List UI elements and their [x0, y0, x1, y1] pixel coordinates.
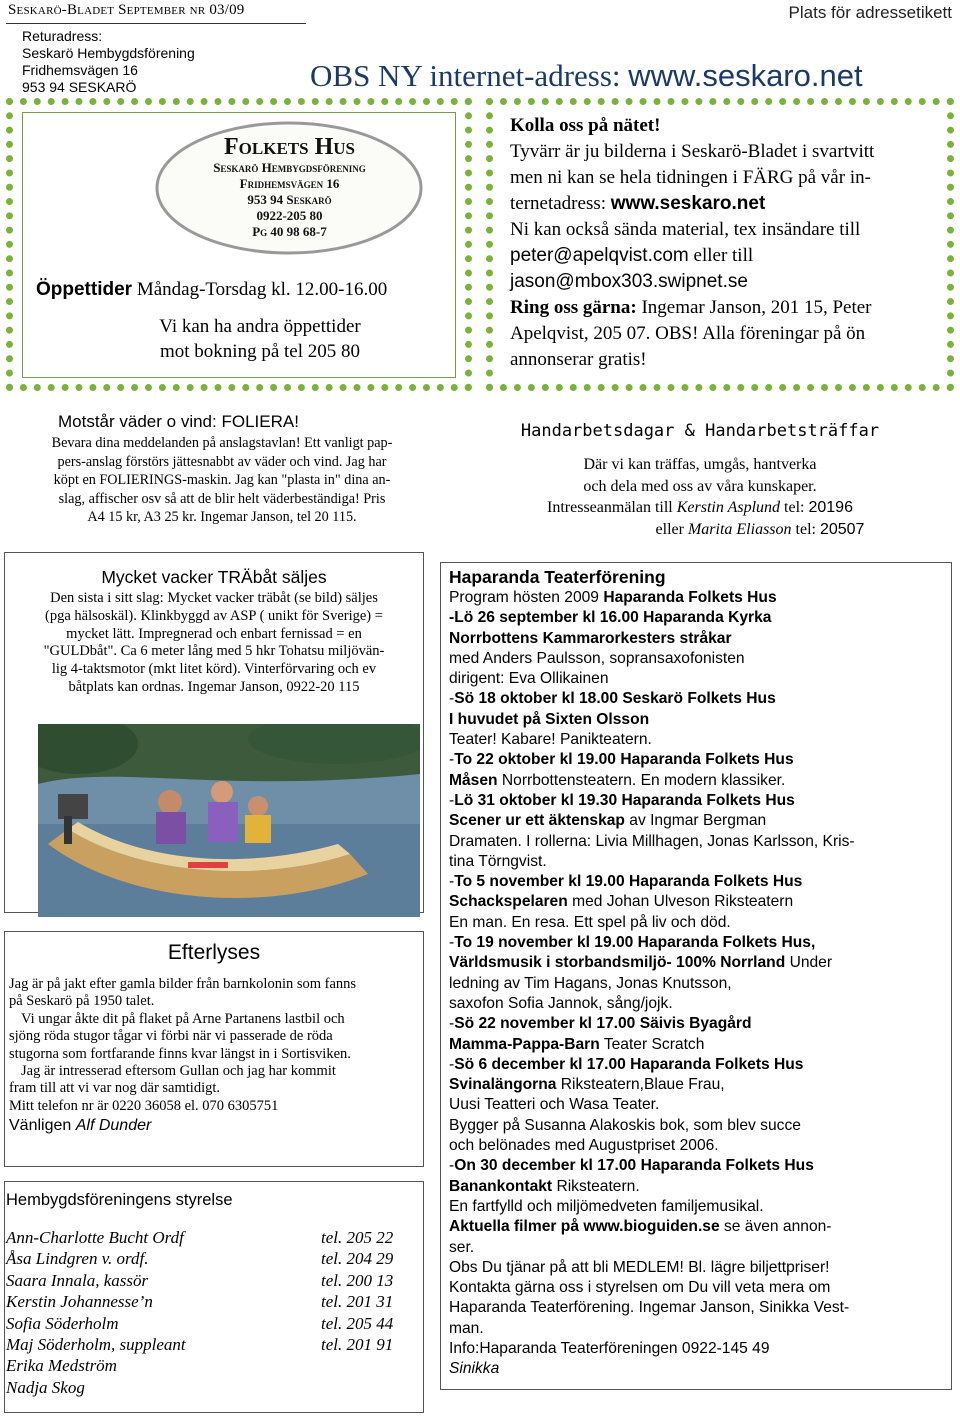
opening-hours: Öppettider Måndag-Torsdag kl. 12.00-16.00 [36, 279, 388, 300]
theatre-line: tina Törngvist. [449, 852, 547, 870]
theatre-line: Dramaten. I rollerna: Livia Millhagen, Jonas Karlsson, Kris- [449, 832, 855, 850]
theatre-line: -To 22 oktober kl 19.00 Haparanda Folkets Hus [449, 751, 794, 769]
theatre-line: Sinikka [449, 1360, 500, 1378]
board-member-row [6, 1291, 416, 1312]
board-member-name: Saara Innala, kassör [6, 1270, 149, 1290]
board-member-name: Kerstin Johannesse’n [6, 1292, 153, 1312]
board-member-row [6, 1227, 416, 1248]
theatre-line: och belönades med Augustpriset 2006. [449, 1137, 719, 1155]
theatre-line: -Lö 26 september kl 16.00 Haparanda Kyrka [449, 609, 772, 627]
board-title: Hembygdsföreningens styrelse [6, 1191, 233, 1209]
address-label-placeholder: Plats för adressetikett [788, 3, 952, 22]
masthead-title: Seskarö-Bladet September nr 03/09 [8, 2, 245, 18]
theatre-line: Världsmusik i storbandsmiljö- 100% Norrland Under [449, 954, 833, 972]
theatre-line: Info:Haparanda Teaterföreningen 0922-145 49 [449, 1339, 770, 1357]
new-internet-address-notice: OBS NY internet-adress: www.seskaro.net [310, 58, 863, 93]
board-member-name: Sofia Söderholm [6, 1313, 119, 1333]
foliera-text: Bevara dina meddelanden på anslagstavlan! Ett vanligt pap- pers-anslag förstörs jättesnabbt av väder och vind. Jag har köpt en FOLIERINGS-maskin. Jag kan "plasta in" dina an- slag, affischer osv så att de blir helt väderbeständiga! Pris A4 15 kr, A3 25 kr. Ingemar Janson, tel 20 115. [51, 435, 393, 526]
board-member-name: Åsa Lindgren v. ordf. [6, 1249, 149, 1269]
return-address: Returadress: Seskarö Hembygdsförening Fridhemsvägen 16 953 94 SESKARÖ [22, 28, 195, 95]
theatre-line: Måsen Norrbottensteatern. En modern klassiker. [449, 771, 786, 789]
theatre-line: -On 30 december kl 17.00 Haparanda Folkets Hus [449, 1157, 814, 1175]
theatre-title: Haparanda Teaterförening [449, 567, 666, 587]
board-members [6, 1227, 416, 1398]
theatre-line: -To 5 november kl 19.00 Haparanda Folkets Hus [449, 873, 803, 891]
theatre-line: -Sö 6 december kl 17.00 Haparanda Folkets Hus [449, 1055, 804, 1073]
handarbete-text: Där vi kan träffas, umgås, hantverka och dela med oss av våra kunskaper. Intresseanmälan till Kerstin Asplund tel: 20196 eller Marita Eliasson tel: 20507 [547, 456, 865, 538]
theatre-line: I huvudet på Sixten Olsson [449, 710, 650, 728]
theatre-line: -Sö 18 oktober kl 18.00 Seskarö Folkets Hus [449, 690, 776, 708]
theatre-line: Mamma-Pappa-Barn Teater Scratch [449, 1035, 705, 1053]
theatre-line: -To 19 november kl 19.00 Haparanda Folkets Hus, [449, 934, 816, 952]
boat-photo [38, 724, 420, 917]
handarbete-title: Handarbetsdagar & Handarbetsträffar [520, 421, 880, 441]
board-member-phone: tel. 200 13 [321, 1270, 394, 1290]
board-member-row [6, 1313, 416, 1334]
board-member-phone: tel. 205 44 [321, 1313, 394, 1333]
board-member-phone: tel. 201 31 [321, 1292, 394, 1312]
boat-ad-text: Den sista i sitt slag: Mycket vacker träbåt (se bild) säljes (pga hälsoskäl). Klinkbyggd av ASP ( unikt för Sverige) = mycket lätt. Impregnerad och enbart fernissad = en "GULDbåt". Ca 6 meter lång med 5 hkr Tohatsu miljövän- lig 4-taktsmotor (mkt litet körd). Vinterförvaring och ev båtplats kan ordnas. Ingemar Janson, 0922-20 115 [43, 590, 385, 695]
theatre-line: Program hösten 2009 Haparanda Folkets Hus [449, 589, 777, 606]
email-peter[interactable]: peter@apelqvist.com [510, 245, 689, 266]
theatre-line: Obs Du tjänar på att bli MEDLEM! Bl. lägre biljettpriser! [449, 1258, 830, 1276]
theatre-line: Aktuella filmer på www.bioguiden.se se även annon- [449, 1218, 832, 1236]
booking-note: Vi kan ha andra öppettider mot bokning på tel 205 80 [159, 316, 361, 362]
board-member-row [6, 1270, 416, 1291]
theatre-line: Schackspelaren med Johan Ulveson Riksteatern [449, 893, 794, 911]
theatre-line: -Sö 22 november kl 17.00 Säivis Byagård [449, 1015, 752, 1033]
theatre-line: Kontakta gärna oss i styrelsen om Du vill veta mera om [449, 1279, 831, 1297]
theatre-line: man. [449, 1319, 484, 1337]
boat-ad-title: Mycket vacker TRÄbåt säljes [101, 567, 327, 587]
folkets-hus-sign-logo: Folkets Hus Seskarö Hembygdsförening Fridhemsvägen 16 953 94 Seskarö 0922-205 80 Pg 40 98 68-7 [152, 118, 427, 258]
wanted-title: Efterlyses [167, 941, 261, 964]
website-link-2[interactable]: www.seskaro.net [610, 193, 766, 214]
online-info: Kolla oss på nätet! Tyvärr är ju bilderna i Seskarö-Bladet i svartvitt men ni kan se hela tidningen i FÄRG på vår in- ternetadress: www.seskaro.net Ni kan också sända material, tex insändare till peter@apelqvist.com eller till jason@mbox303.swipnet.se Ring oss gärna: Ingemar Janson, 201 15, Peter Apelqvist, 205 07. OBS! Alla föreningar på ön annonserar gratis! [510, 115, 875, 370]
theatre-line: ser. [449, 1238, 475, 1256]
theatre-line: Banankontakt Riksteatern. [449, 1177, 640, 1195]
theatre-line: Uusi Teatteri och Wasa Teater. [449, 1096, 660, 1114]
theatre-line: Svinalängorna Riksteatern,Blaue Frau, [449, 1076, 725, 1094]
theatre-line: En fartfylld och miljömedveten familjemusikal. [449, 1197, 764, 1215]
theatre-line: Bygger på Susanna Alakoskis bok, som blev succe [449, 1116, 801, 1134]
theatre-line: ledning av Tim Hagans, Jonas Knutsson, [449, 974, 732, 992]
board-member-phone: tel. 201 91 [321, 1334, 394, 1354]
header-rule [6, 23, 306, 24]
board-member-phone: tel. 204 29 [321, 1249, 394, 1269]
theatre-line: En man. En resa. Ett spel på liv och död. [449, 913, 731, 931]
theatre-line: Haparanda Teaterförening. Ingemar Janson, Sinikka Vest- [449, 1299, 850, 1317]
board-member-row [6, 1334, 416, 1355]
board-member-row [6, 1355, 416, 1376]
theatre-program [449, 566, 949, 1380]
theatre-line: -Lö 31 oktober kl 19.30 Haparanda Folkets Hus [449, 791, 795, 809]
board-member-name: Nadja Skog [6, 1377, 85, 1397]
wanted-text: Jag är på jakt efter gamla bilder från barnkolonin som fanns på Seskarö på 1950 talet. Vi ungar åkte dit på flaket på Arne Partanens lastbil och sjöng röda stugor tågar vi förbi när vi passerade de röda stugorna som fortfarande finns kvar längst in i Sortisviken. Jag är intresserad eftersom Gullan och jag har kommit fram till att vi var nog där samtidigt. Mitt telefon nr är 0220 36058 el. 070 6305751 Vänligen Alf Dunder [9, 976, 357, 1135]
theatre-line: saxofon Sofia Jannok, sång/jojk. [449, 994, 673, 1012]
foliera-title: Motstår väder o vind: FOLIERA! [58, 412, 299, 431]
board-member-name: Maj Söderholm, suppleant [6, 1334, 186, 1354]
website-link[interactable]: www.seskaro.net [628, 58, 863, 93]
board-member-phone: tel. 205 22 [321, 1228, 394, 1247]
board-member-name: Ann-Charlotte Bucht Ordf [6, 1228, 184, 1247]
theatre-line: Norrbottens Kammarorkesters stråkar [449, 629, 732, 647]
theatre-line: Teater! Kabare! Panikteatern. [449, 731, 652, 749]
board-member-name: Erika Medström [6, 1356, 117, 1376]
board-member-row [6, 1248, 416, 1269]
board-member-row [6, 1377, 416, 1398]
theatre-line: dirigent: Eva Ollikainen [449, 670, 609, 688]
email-jason[interactable]: jason@mbox303.swipnet.se [510, 271, 748, 292]
theatre-line: med Anders Paulsson, sopransaxofonisten [449, 649, 745, 667]
theatre-line: Scener ur ett äktenskap av Ingmar Bergman [449, 812, 767, 830]
